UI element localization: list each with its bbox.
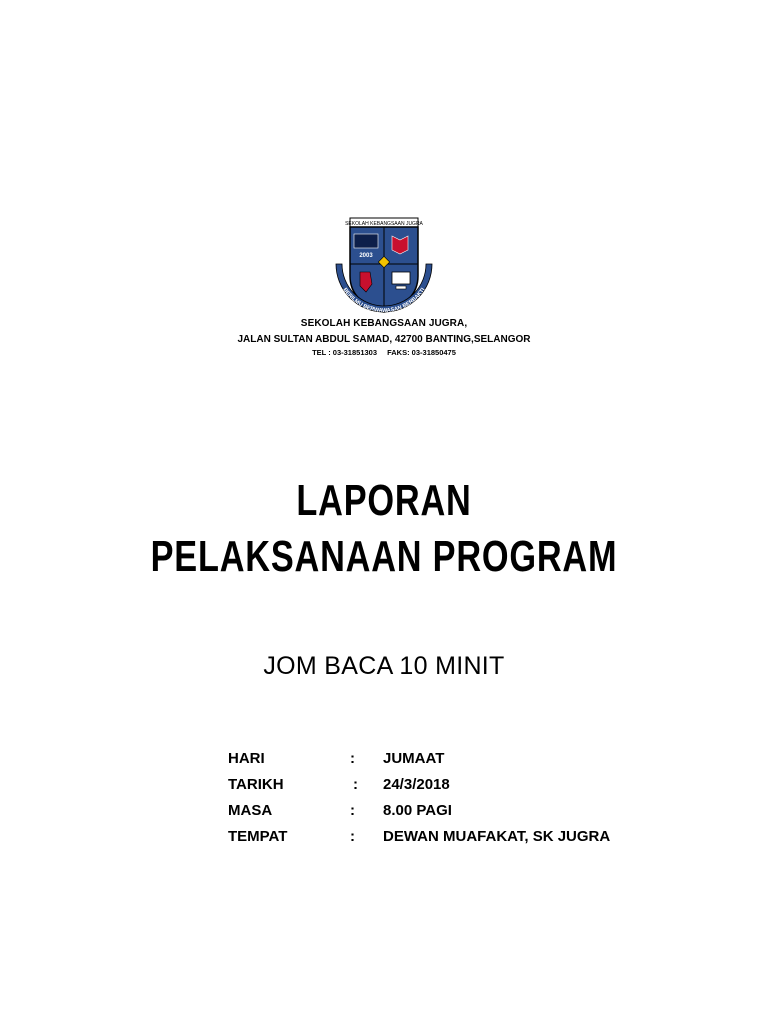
crest-year: 2003 [359, 253, 373, 259]
report-title-line1: LAPORAN [296, 476, 472, 525]
program-name: JOM BACA 10 MINIT [263, 652, 505, 680]
detail-value: JUMAAT [383, 750, 445, 767]
detail-separator: : [350, 828, 355, 845]
detail-value: 8.00 PAGI [383, 802, 452, 819]
school-name: SEKOLAH KEBANGSAAN JUGRA, [300, 318, 468, 329]
school-crest-logo [330, 214, 438, 322]
school-address: JALAN SULTAN ABDUL SAMAD, 42700 BANTING,SELANGOR [237, 334, 531, 345]
school-contact [0, 348, 768, 357]
detail-value: DEWAN MUAFAKAT, SK JUGRA [383, 828, 611, 845]
detail-label: MASA [228, 802, 273, 819]
detail-separator: : [350, 750, 355, 767]
detail-label: TARIKH [228, 776, 284, 793]
detail-value: 24/3/2018 [383, 776, 450, 793]
detail-label: TEMPAT [228, 828, 288, 845]
detail-separator: : [350, 802, 355, 819]
school-fax: FAKS: 03-31850475 [387, 348, 456, 357]
detail-label: HARI [228, 750, 265, 767]
school-telephone: TEL : 03-31851303 [312, 348, 377, 357]
detail-separator: : [353, 776, 358, 793]
crest-top-text: SEKOLAH KEBANGSAAN JUGRA [345, 221, 423, 227]
crest-motto: BERILMU BERWAWASAN BERBAKTI [341, 287, 427, 315]
report-title-line2: PELAKSANAAN PROGRAM [150, 532, 618, 581]
